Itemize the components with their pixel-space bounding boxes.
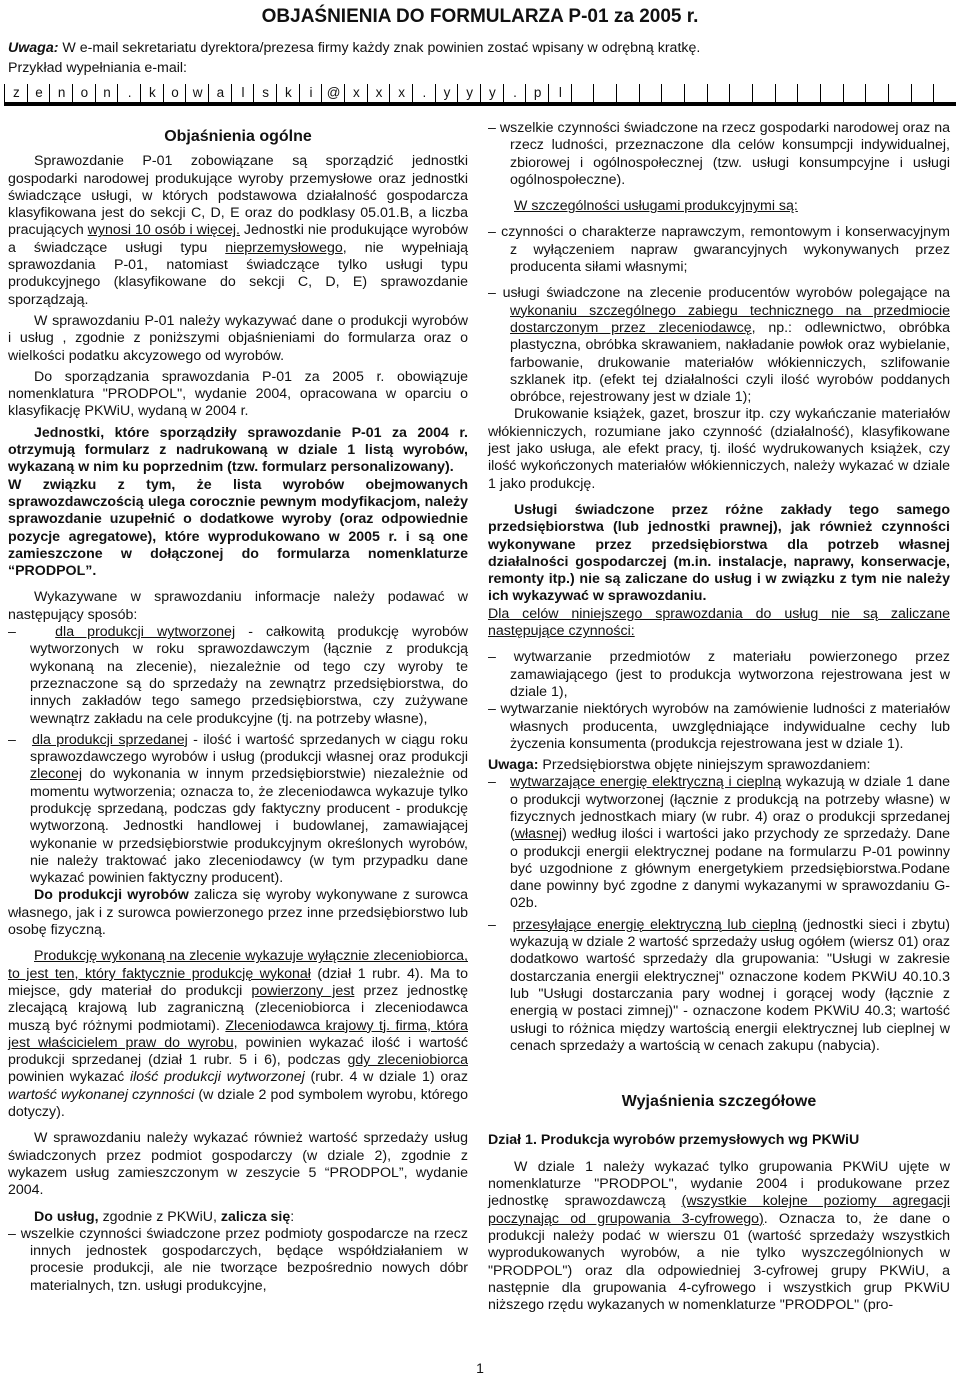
email-char-cell (616, 84, 640, 102)
text: (jednostki sieci i zbytu) wykazują w dziale 2 wartość sprzedaży usług ogółem (wiersz 01) oraz dodatkowo wartość sprzedaży dla grupowania: "Usługi w zakresie dostarczania energii elektrycznej" oznaczone kodem PKWiU 40.10.3 lub "Usługi dostarczania pary wodnej i gorącej wody (łącznie z energią w postaci zimnej)" - oznaczone kodem PKWiU 40.3; wartość usługi to różnica między wartością energii elektrycznej lub cieplnej w cenach sprzedaży a wartością w cenach zakupu (nabycia). (510, 916, 951, 1054)
text-underlined: Produkcję wykonaną na zlecenie wykazuje wyłącznie zleceniobiorca, to jest ten, który faktycznie produkcję wykonał (8, 948, 468, 982)
text-italic: wartość wykonanej czynności (8, 1086, 195, 1103)
text-underlined: (wszystkie kolejne poziomy agregacji poczynając od grupowania 3-cyfrowego) (488, 1193, 950, 1227)
text: ) według ilości i wartości jako przychody ze sprzedaży. Dane o produkcji energii elektrycznej podane na formularzu P-01 powinny być uzgodnione z głównym energetykiem przedsiębiorstwa.Podane dane powinny być zgodne z danymi wykazanymi w sprawozdaniu G-02b. (510, 826, 950, 912)
paragraph-1 (8, 153, 468, 309)
email-char-cell (775, 84, 799, 102)
text: powinien wykazać (8, 1069, 130, 1086)
email-char-cell: z (4, 84, 28, 102)
text-underlined: dla produkcji wytworzonej (55, 624, 236, 641)
email-char-cell: k (140, 84, 164, 102)
list-item-excluded-2: – wytwarzanie niektórych wyrobów na zamówienie ludności z materiałów własnych producenta, uwzględniające indywidualne cechy lub życzenia konsumenta (produkcja rejestrowana jest w dziale 1). (488, 701, 950, 752)
email-note (8, 40, 952, 56)
email-char-cell: . (412, 84, 436, 102)
text-underlined: dla produkcji sprzedanej (31, 731, 188, 748)
text-underlined: zleconej (30, 766, 83, 783)
email-char-cell: @ (321, 84, 345, 102)
paragraph-dzial-1 (488, 1159, 950, 1315)
text-underlined: własnej (514, 826, 563, 843)
email-char-cell (593, 84, 617, 102)
text: (dział 1 rubr. 4). Ma to miejsce, gdy materiał do produkcji (8, 965, 469, 999)
text-underlined: wynosi 10 osób i więcej. (87, 222, 240, 239)
text-bold: Do usług, (34, 1208, 99, 1225)
paragraph-internal-services: Usługi świadczone przez różne zakłady tego samego przedsiębiorstwa (lub jednostki prawnej), jak również czynności wykonywane przez przedsiębiorstwa dla potrzeb własnej działalności gospodarczej (m.in. instalacje, naprawy, konserwacje, remonty itp.) nie są zaliczane do usług i w związku z tym nie należy ich wykazywać w sprawozdaniu. (488, 501, 950, 605)
email-char-cell (684, 84, 708, 102)
text: Jednostki nie produkujące wyrobów a świadczące usługi typu (8, 222, 468, 256)
text: powinien wykazać ilość i wartość produkcji sprzedanej (dział 1 rubr. 5 i 6), podczas (8, 1034, 468, 1069)
paragraph-8 (8, 948, 468, 1121)
right-column (488, 120, 950, 1314)
paragraph-7 (8, 887, 468, 939)
email-char-cell (797, 84, 821, 102)
note-energy (488, 757, 950, 774)
text: (w dziale 2 pod symbolem wyrobu, którego dotyczy). (8, 1086, 469, 1121)
list-item-repairs: – czynności o charakterze naprawczym, remontowym i konserwacyjnym z wyłączeniem napraw gwarancyjnych wykonywanych przez producenta siłami własnymi; (488, 224, 950, 276)
text-underlined: wykonaniu szczególnego zabiegu technicznego na przedmiocie dostarczonym przez zleceniodawcę (510, 302, 950, 336)
email-char-cell (639, 84, 663, 102)
email-char-cell: x (344, 84, 368, 102)
text: Przedsiębiorstwa objęte niniejszym sprawozdaniem: (538, 757, 871, 774)
email-char-cell: o (72, 84, 96, 102)
email-example-grid (4, 84, 956, 106)
text: Sprawozdanie P-01 zobowiązane są sporządzić jednostki gospodarki narodowej produkujące wyroby przemysłowe oraz jednostki świadczące usługi, w których podstawowa działalność gospodarcza klasyfikowana jest do sekcji C, D, E oraz do podklasy 05.01.B, a liczba pracujących (8, 153, 468, 239)
page-number: 1 (476, 1360, 484, 1376)
text: wykazują w dziale 1 dane o produkcji wytworzonej (łącznie z produkcją na potrzeby własne) w fizycznych jednostkach miary (w rubr. 4) oraz o produkcji sprzedanej ( (510, 774, 951, 843)
email-char-cell (888, 84, 912, 102)
list-item-commissioned (488, 285, 950, 406)
email-char-cell: w (185, 84, 209, 102)
text-underlined: przesyłające energię elektryczną lub cieplną (512, 916, 797, 933)
paragraph-5: W związku z tym, że lista wyrobów obejmowanych sprawozdawczością ulega corocznie pewnym modyfikacjom, należy sprawozdanie uzupełnić o dodatkowe wyroby (oraz odpowiednie pozycje agregatowe), które wyprodukowano w 2005 r. i są one zamieszczone w dołączonej do formularza nomenklaturze “PRODPOL”. (8, 476, 468, 580)
text-underlined: wytwarzające energię elektryczną i cieplną (510, 774, 782, 791)
note-label: Uwaga: (8, 40, 59, 56)
text-italic: ilość produkcji wytworzonej (129, 1069, 305, 1086)
text-bold: Uwaga: (488, 757, 539, 774)
paragraph-9: W sprawozdaniu należy wykazać również wartość sprzedaży usług świadczonych przez podmiot gospodarczy (w dziale 2), zgodnie z wykazem usług zamieszczonym w zeszycie 5 “PRODPOL”, wydanie 2004. (8, 1130, 468, 1199)
text: zgodnie z PKWiU, (98, 1208, 221, 1225)
paragraph-printing: Drukowanie książek, gazet, broszur itp. czy wykańczanie materiałów włókienniczych, rozumiane jako czynność (działalność), klasyfikowane jest jako usługa, ale efekt pracy, tj. ilość wydrukowanych książek, czy ilość wykończonych materiałów włókienniczych, należy wykazać w dziale 1 jako produkcję. (488, 406, 950, 492)
text: – usługi świadczone na zlecenie producentów wyrobów polegające na (488, 285, 950, 302)
email-char-cell (911, 84, 935, 102)
text: do wykonania w innym przedsiębiorstwie) niezależnie od momentu wytworzenia; oznacza to, że zleceniodawca wykazuje tylko produkcję sprzedaną, podczas gdy faktyczny producent - produkcję wytworzoną. Jednostki handlowej i budowlanej, zamawiającej wykonanie w przedsiębiorstwie produkcyjnym określonych wyrobów, nie należy traktować jako zleceniodawcy (w tym przypadku dane wykazać powinien faktyczny producent). (30, 766, 468, 887)
paragraph-3: Do sporządzania sprawozdania P-01 za 2005 r. obowiązuje nomenklatura "PRODPOL", wydanie 2004, opracowana w oparciu o klasyfikację PKWiU, wydaną w 2004 r. (8, 368, 468, 420)
email-char-cell: n (49, 84, 73, 102)
section-heading-general: Objaśnienia ogólne (164, 128, 312, 145)
paragraph-excluded-activities: Dla celów niniejszego sprawozdania do usług nie są zaliczane następujące czynności: (488, 605, 950, 640)
subheading-production-services: W szczególności usługami produkcyjnymi są: (514, 198, 798, 215)
email-char-cell (707, 84, 731, 102)
text: W dziale 1 należy wykazać tylko grupowania PKWiU ujęte w nomenklaturze "PRODPOL", wydanie 2004 i produkowane przez jednostkę sprawozdawczą (488, 1158, 950, 1210)
text: , nie wypełniają sprawozdania P-01, natomiast świadczące tylko usługi typu produkcyjnego (klasyfikowane do sekcji C, D, E) sprawozdanie sporządzają. (8, 239, 468, 308)
paragraph-4: Jednostki, które sporządziły sprawozdanie P-01 za 2004 r. otrzymują formularz z nadrukowaną w dziale 1 listą wyrobów, wykazaną w nim ku poprzednim (tzw. formularz personalizowany). (8, 424, 468, 476)
paragraph-10 (8, 1209, 468, 1226)
email-char-cell: o (163, 84, 187, 102)
email-char-cell: x (389, 84, 413, 102)
email-char-cell (843, 84, 867, 102)
email-char-cell: l (548, 84, 572, 102)
section-heading-detailed: Wyjaśnienia szczegółowe (621, 1093, 817, 1111)
email-char-cell: y (480, 84, 504, 102)
text-underlined: powierzony jest (251, 982, 355, 999)
email-char-cell (729, 84, 753, 102)
email-char-cell: y (457, 84, 481, 102)
email-char-cell (865, 84, 889, 102)
email-char-cell: y (435, 84, 459, 102)
email-char-cell: a (208, 84, 232, 102)
section-dzial-1-title: Dział 1. Produkcja wyrobów przemysłowych wg PKWiU (488, 1132, 860, 1149)
list-item-consumer-services: – wszelkie czynności świadczone na rzecz gospodarki narodowej oraz na rzecz ludności, przeznaczone dla celów konsumpcji indywidualnej, zbiorowej i ogólnospołecznej (tzw. usługi konsumpcyjne i usługi ogólnospołeczne). (488, 120, 950, 188)
paragraph-2: W sprawozdaniu P-01 należy wykazywać dane o produkcji wyrobów i usług , zgodnie z poniższymi objaśnieniami do formularza oraz o wielkości podatku akcyzowego od wyrobów. (8, 312, 468, 364)
email-char-cell (820, 84, 844, 102)
text-underlined: nieprzemysłowego (225, 239, 343, 256)
text: : (290, 1208, 295, 1225)
email-char-cell (661, 84, 685, 102)
list-item-energy-producing: – wytwarzające energię elektryczną i cieplną wykazują w dziale 1 dane o produkcji wytworzonej (łącznie z produkcją na potrzeby własne) w fizycznych jednostkach miary (w rubr. 4) oraz o produkcji sprzedanej (własnej) według ilości i wartości jako przychody ze sprzedaży. Dane o produkcji energii elektrycznej podane na formularzu P-01 powinny być uzgodnione z głównym energetykiem przedsiębiorstwa.Podane dane powinny być zgodne z danymi wykazanymi w sprawozdaniu G-02b. (488, 774, 951, 912)
paragraph-6: Wykazywane w sprawozdaniu informacje należy podawać w następujący sposób: (8, 589, 468, 623)
list-item-services: – wszelkie czynności świadczone przez podmioty gospodarcze na rzecz innych jednostek gospodarczych, będące współdziałaniem w procesie produkcji, ale nie tworzące bezpośrednio nowych dóbr materialnych, tzn. usługi produkcyjne, (8, 1225, 468, 1294)
text: (rubr. 4 w dziale 1) oraz (304, 1069, 468, 1086)
email-char-cell: l (231, 84, 255, 102)
note-text: W e-mail sekretariatu dyrektora/prezesa firmy każdy znak powinien zostać wpisany w odrębną kratkę. (58, 40, 701, 56)
email-char-cell: x (367, 84, 391, 102)
list-item-energy-transmitting: – przesyłające energię elektryczną lub cieplną (jednostki sieci i zbytu) wykazują w dziale 2 wartość sprzedaży usług ogółem (wiersz 01) oraz dodatkowo wartość sprzedaży dla grupowania: "Usługi w zakresie dostarczania energii elektrycznej" oznaczone kodem PKWiU 40.10.3 lub "Usługi dostarczania pary wodnej i gorącej wody (łącznie z energią w postaci zimnej)" - oznaczone kodem PKWiU 40.3; wartość usługi to różnica między wartością energii elektrycznej lub cieplnej w cenach sprzedaży a wartością w cenach zakupu (nabycia). (488, 916, 951, 1054)
text: - ilość i wartość sprzedanych w ciągu roku sprawozdawczego wyrobów i usług (produkcji własnej oraz produkcji (30, 731, 468, 766)
email-char-cell: n (95, 84, 119, 102)
list-item-produced: – dla produkcji wytworzonej - całkowitą produkcję wyrobów wytworzonych w roku sprawozdawczym (łącznie z produkcją wykonaną na zlecenie), niezależnie od tego czy wyroby te przeznaczone są do sprzedaży na zewnątrz przedsiębiorstwa, do innych zakładów tego samego przedsiębiorstwa, czy zużywane wewnątrz zakładu na cele produkcyjne (tj. na potrzeby własne), (8, 624, 469, 727)
text: przez jednostkę zlecającą krajową lub zagraniczną (zleceniobiorca i zleceniodawca muszą być różnymi podmiotami). (8, 982, 468, 1034)
email-char-cell: k (276, 84, 300, 102)
text: . Oznacza to, że dane o produkcji należy podać w wierszu 01 (wartość sprzedaży wszystkich wyprodukowanych wyrobów, a nie tylko wyszczególnionych w "PRODPOL") oraz dla odpowiedniej 3-cyfrowej grupy PKWiU, a następnie dla grupowania 4-cyfrowego i wszystkich grup PKWiU niższego rzędu wykazanych w nomenklaturze "PRODPOL" (pro- (488, 1210, 950, 1314)
text: zalicza się wyroby wykonywane z surowca własnego, jak i z surowca powierzonego przez inne przedsiębiorstwo lub osobę fizyczną. (8, 887, 468, 939)
text-underlined: Zleceniodawca krajowy tj. firma, która jest właścicielem praw do wyrobu, (8, 1017, 468, 1051)
list-item-excluded-1: – wytwarzanie przedmiotów z materiału powierzonego przez zamawiającego (jest to produkcja wytworzona rejestrowana jest w dziale 1), (488, 649, 950, 700)
text-bold: zalicza się (220, 1208, 291, 1225)
text-underlined: gdy zleceniobiorca (347, 1052, 468, 1069)
email-char-cell: . (117, 84, 141, 102)
left-column (8, 120, 468, 1295)
email-example-label: Przykład wypełniania e-mail: (8, 60, 187, 76)
page-title: OBJAŚNIENIA DO FORMULARZA P-01 za 2005 r. (261, 6, 699, 27)
text: , np.: odlewnictwo, obróbka plastyczna, obróbka skrawaniem, nakładanie powłok oraz wybielanie, farbowanie, drukowanie materiałów włókienniczych, szlifowanie szklanek itp. (efekt tej działalności czyli ilość wyrobów poddanych obróbce, rejestrowany jest w dziale 1); (510, 319, 951, 406)
email-char-cell (752, 84, 776, 102)
email-char-cell (933, 84, 957, 102)
email-char-cell (571, 84, 595, 102)
email-char-cell: e (27, 84, 51, 102)
text-bold: Do produkcji wyrobów (34, 887, 189, 904)
email-char-cell: . (503, 84, 527, 102)
list-item-sold: – dla produkcji sprzedanej - ilość i wartość sprzedanych w ciągu roku sprawozdawczego wyrobów i usług (produkcji własnej oraz produkcji zleconej do wykonania w innym przedsiębiorstwie) niezależnie od momentu wytworzenia; oznacza to, że zleceniodawca wykazuje tylko produkcję sprzedaną, podczas gdy faktyczny producent - produkcję wytworzoną. Jednostki handlowej i budowlanej, zamawiającej wykonanie w przedsiębiorstwie produkcyjnym określonych wyrobów, nie należy traktować jako zleceniodawcy (w tym przypadku dane wykazać powinien faktyczny producent). (8, 731, 468, 887)
email-char-cell: i (299, 84, 323, 102)
email-char-cell: p (525, 84, 549, 102)
email-char-cell: s (253, 84, 277, 102)
text: - całkowitą produkcję wyrobów wytworzonych w roku sprawozdawczym (łącznie z produkcją wykonaną na zlecenie), niezależnie od tego czy wyroby te przeznaczone są do sprzedaży na zewnątrz przedsiębiorstwa, do innych zakładów tego samego przedsiębiorstwa, czy zużywane wewnątrz zakładu na cele produkcyjne (tj. na potrzeby własne), (30, 624, 469, 727)
